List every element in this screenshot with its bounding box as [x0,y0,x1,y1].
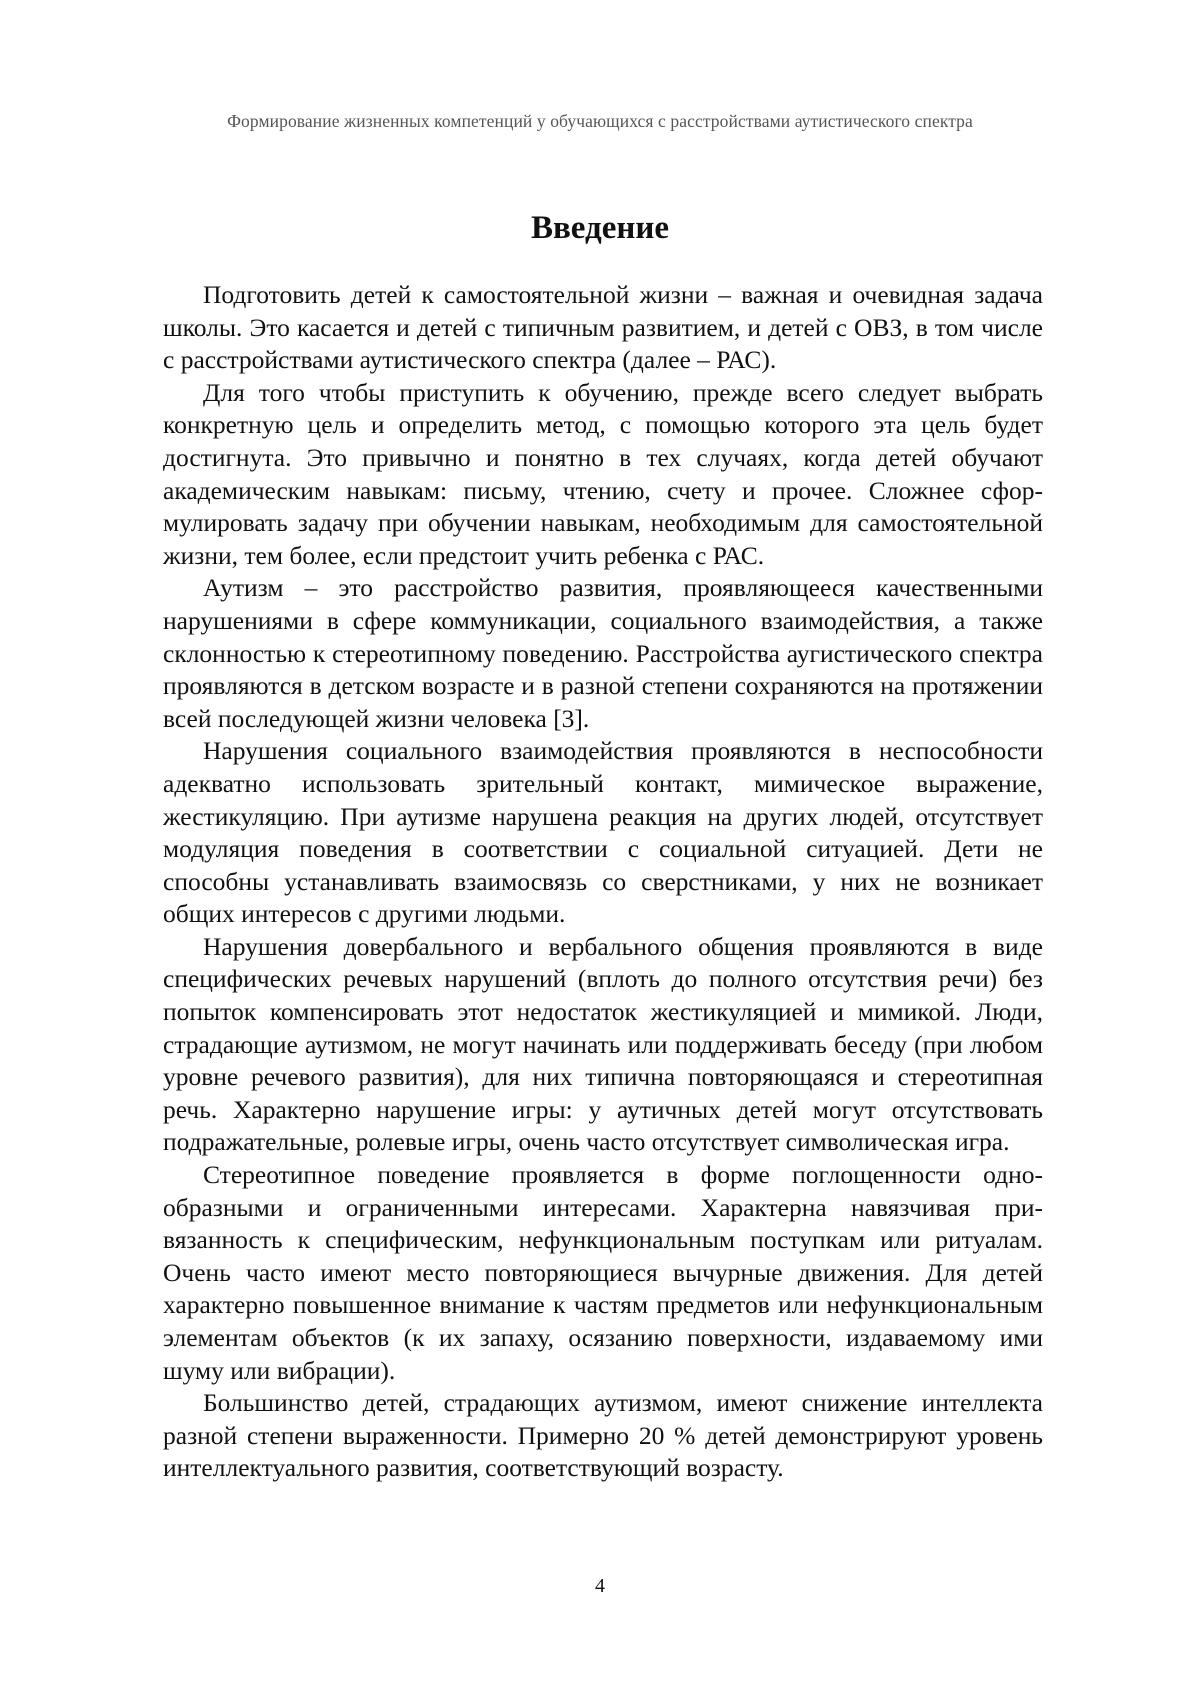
paragraph: Нарушения довербального и вербального общения проявляются в виде специфических речевых нарушений (вплоть до полного отсутствия речи) без попыток компенсировать этот недостаток жестикуляцией и мимикой. Люди, страдающие аутизмом, не могут начинать или поддерживать беседу (при любом уровне речевого развития), для них типична повторяющаяся и стереотипная речь. Характерно нарушение игры: у аутичных детей могут отсутствовать подражательные, ролевые игры, очень часто отсутствует символическая игра. [163,931,1043,1157]
paragraph: Большинство детей, страдающих аутизмом, имеют снижение интеллекта разной степени выраженности. Примерно 20 % детей демонстрируют уровень интеллектуального развития, соответствующий возрасту. [163,1388,1043,1483]
chapter-title: Введение [530,210,670,246]
body-text [163,279,1043,1485]
paragraph: Для того чтобы приступить к обучению, прежде всего следует выбрать конкретную цель и определить метод, с помощью которого эта цель будет достигнута. Это привычно и понятно в тех случаях, когда детей обучают академическим навыкам: письму, чтению, счету и прочее. Сложнее сформулировать задачу при обучении навыкам, необходимым для самостоятельной жизни, тем более, если предстоит учить ребенка с РАС. [163,377,1043,570]
running-header: Формирование жизненных компетенций у обучающихся с расстройствами аутистического спектра [227,111,973,131]
paragraph: Нарушения социального взаимодействия проявляются в неспособности адекватно использовать зрительный контакт, мимическое выражение, жестикуляцию. При аутизме нарушена реакция на других людей, отсутствует модуляция поведения в соответствии с социальной ситуацией. Дети не способны устанавливать взаимосвязь со сверстниками, у них не возникает общих интересов с другими людьми. [163,736,1043,929]
page-number: 4 [595,1575,605,1597]
paragraph: Стереотипное поведение проявляется в форме поглощенности однообразными и ограниченными интересами. Характерна навязчивая привязанность к специфическим, нефункциональным поступкам или ритуалам. Очень часто имеют место повторяющиеся вычурные движения. Для детей характерно повышенное внимание к частям предметов или нефункциональным элементам объектов (к их запаху, осязанию поверхности, издаваемому ими шуму или вибрации). [163,1160,1043,1385]
paragraph: Аутизм – это расстройство развития, проявляющееся качественными нарушениями в сфере коммуникации, социального взаимодействия, а также склонностью к стереотипному поведению. Расстройства аугистического спектра проявляются в детском возрасте и в разной степени сохраняются на протяжении всей последующей жизни человека [3]. [163,573,1043,733]
paragraph: Подготовить детей к самостоятельной жизни – важная и очевидная задача школы. Это касается и детей с типичным развитием, и детей с ОВЗ, в том числе с расстройствами аутистического спектра (далее – РАС). [163,280,1043,375]
